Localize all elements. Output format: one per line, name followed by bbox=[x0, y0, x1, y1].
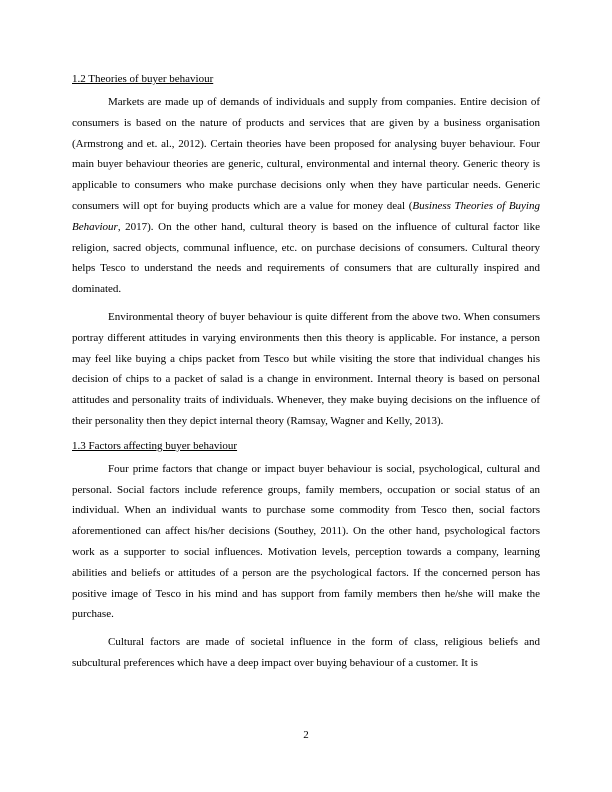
page-number: 2 bbox=[303, 729, 309, 741]
paragraph-environmental-theory: Environmental theory of buyer behaviour is quite different from the above two. When consumers portray different attitudes in varying environments then this theory is applicable. For instance, a person may feel like buying a chips packet from Tesco but while visiting the store that individual changes his decision of chips to a packet of salad is a change in environment. Internal theory is based on personal attitudes and personality traits of individuals. Whenever, they make buying decisions on the influence of their personality then they depict internal theory (Ramsay, Wagner and Kelly, 2013). bbox=[72, 310, 540, 427]
paragraph-factors: Four prime factors that change or impact buyer behaviour is social, psychological, cultural and personal. Social factors include reference groups, family members, occupation or social status of an individual. When an individual wants to purchase some commodity from Tesco then, social factors aforementioned can affect his/her decisions (Southey, 2011). On the other hand, psychological factors work as a supporter to social influences. Motivation levels, perception towards a company, learning abilities and beliefs or attitudes of a person are the psychological factors. If the concerned person has positive image of Tesco in his mind and has support from family members then he/she will make the purchase. bbox=[72, 462, 540, 621]
paragraph-text: Markets are made up of demands of individuals and supply from companies. Entire decision of consumers is based on the nature of products and services that are given by a business organisation (Armstrong and et. al., 2012). Certain theories have been proposed for analysing buyer behaviour. Four main buyer behaviour theories are generic, cultural, environmental and internal theory. Generic theory is applicable to consumers who make purchase decisions only when they have particular needs. Generic consumers will opt for buying products which are a value for money deal ( bbox=[72, 96, 540, 212]
italic-source-title: Business Theories of Buying Behaviour bbox=[72, 199, 540, 233]
paragraph-theories-intro bbox=[72, 92, 540, 300]
document-body bbox=[72, 72, 540, 678]
section-heading-theories: 1.2 Theories of buyer behaviour bbox=[72, 73, 214, 85]
paragraph-cultural-factors: Cultural factors are made of societal influence in the form of class, religious beliefs and subcultural preferences which have a deep impact over buying behaviour of a customer. It is bbox=[72, 636, 540, 669]
section-heading-factors: 1.3 Factors affecting buyer behaviour bbox=[72, 439, 238, 452]
paragraph-text: , 2017). On the other hand, cultural theory is based on the influence of cultural factor like religion, sacred objects, communal influence, etc. on purchase decisions of consumers. Cultural theory helps Tesco to understand the needs and requirements of consumers that are culturally inspired and dominated. bbox=[72, 220, 540, 296]
